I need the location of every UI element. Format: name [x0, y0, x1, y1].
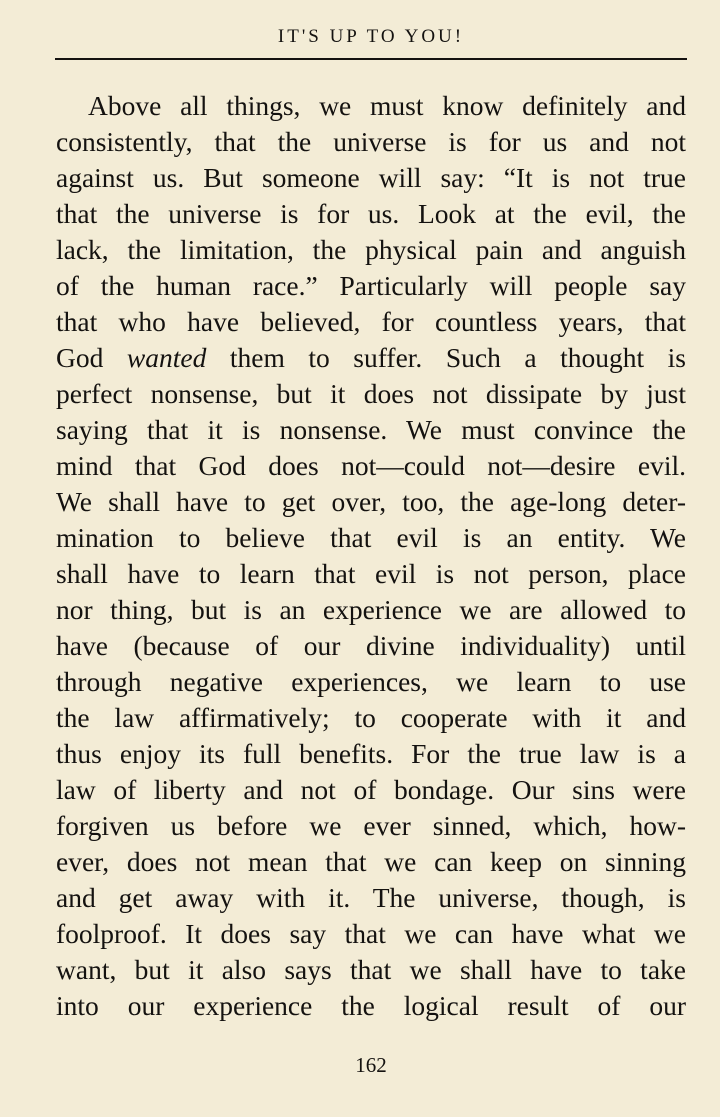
- text-line: that the universe is for us. Look at the evil, the: [56, 198, 686, 229]
- header-rule: [55, 58, 687, 60]
- text-line: foolproof. It does say that we can have what we: [56, 918, 686, 949]
- text-line: perfect nonsense, but it does not dissipate by just: [56, 378, 686, 409]
- text-line: forgiven us before we ever sinned, which, how-: [56, 810, 686, 841]
- text-run: them to suffer. Such a thought is: [206, 342, 686, 373]
- text-line: the law affirmatively; to cooperate with it and: [56, 702, 686, 733]
- text-line: shall have to learn that evil is not person, place: [56, 558, 686, 589]
- text-line: mination to believe that evil is an entity. We: [56, 522, 686, 553]
- body-text: [56, 88, 686, 1024]
- text-line: that who have believed, for countless years, that: [56, 306, 686, 337]
- running-head: IT'S UP TO YOU!: [277, 26, 465, 47]
- text-line: We shall have to get over, too, the age-long deter-: [56, 486, 686, 517]
- text-line: consistently, that the universe is for us and not: [56, 126, 686, 157]
- text-line: lack, the limitation, the physical pain and anguish: [56, 234, 686, 265]
- emphasis-wanted: wanted: [126, 342, 207, 373]
- text-line: law of liberty and not of bondage. Our sins were: [56, 774, 686, 805]
- text-line: through negative experiences, we learn to use: [56, 666, 686, 697]
- text-line: Above all things, we must know definitely and: [88, 90, 686, 121]
- text-line: into our experience the logical result of our: [56, 990, 686, 1021]
- text-line: of the human race.” Particularly will people say: [56, 270, 686, 301]
- text-line: want, but it also says that we shall have to take: [56, 954, 686, 985]
- text-line: ever, does not mean that we can keep on sinning: [56, 846, 686, 877]
- text-line: saying that it is nonsense. We must convince the: [56, 414, 686, 445]
- text-line: thus enjoy its full benefits. For the true law is a: [56, 738, 686, 769]
- text-line: mind that God does not—could not—desire evil.: [56, 450, 686, 481]
- text-line: have (because of our divine individuality) until: [56, 630, 686, 661]
- page-number: 162: [355, 1053, 387, 1077]
- text-line: nor thing, but is an experience we are allowed to: [56, 594, 686, 625]
- text-line: against us. But someone will say: “It is not true: [56, 162, 686, 193]
- text-run: God: [56, 342, 127, 373]
- text-line: [56, 340, 686, 376]
- text-line: and get away with it. The universe, though, is: [56, 882, 686, 913]
